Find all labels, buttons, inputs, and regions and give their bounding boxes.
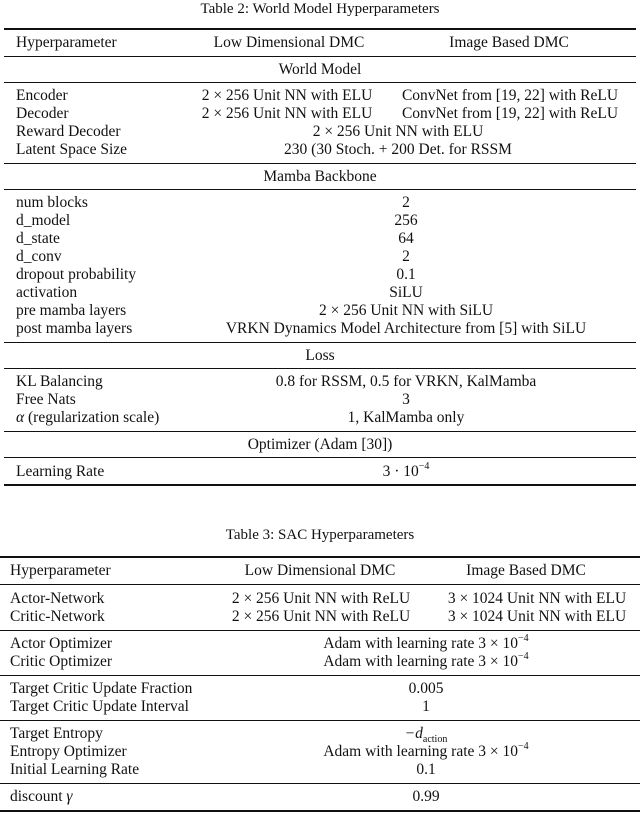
table-row: Actor Optimizer Adam with learning rate $3 \times 10^{-4}$	[10, 632, 529, 652]
alpha-symbol: α	[16, 409, 25, 426]
table-row: Free Nats 3	[16, 391, 410, 408]
alpha-param: α (regularization scale)	[16, 409, 160, 426]
learning-rate-value: $3 \cdot 10^{-4}$	[382, 460, 430, 480]
group-rule	[0, 630, 640, 631]
top-rule	[4, 28, 636, 30]
header-low-dim: Low Dimensional DMC	[213, 34, 365, 51]
table-row: pre mamba layers 2 × 256 Unit NN with SiLU	[16, 302, 494, 319]
section-rule	[4, 163, 636, 164]
critic-optimizer-value: Adam with learning rate $3 \times 10^{-4}$	[323, 650, 529, 670]
table-row: Decoder 2 × 256 Unit NN with ELU ConvNet from [19, 22] with ReLU	[16, 105, 619, 122]
table-row: Learning Rate $3 \cdot 10^{-4}$	[16, 460, 430, 480]
group-rule	[0, 783, 640, 784]
table-row: Target Entropy $-d_{action}$	[10, 725, 448, 746]
table-row: Reward Decoder 2 × 256 Unit NN with ELU	[16, 123, 484, 140]
actor-optimizer-value: Adam with learning rate $3 \times 10^{-4}$	[323, 632, 529, 652]
table-row: d_conv 2	[16, 248, 410, 265]
table-row: α (regularization scale) 1, KalMamba only	[16, 409, 465, 426]
table-row: KL Balancing 0.8 for RSSM, 0.5 for VRKN, KalMamba	[16, 373, 537, 390]
table-row: discount γ 0.99	[10, 788, 440, 805]
table-row: Latent Space Size 230 (30 Stoch. + 200 Det. for RSSM	[16, 141, 512, 158]
table3-caption: Table 3: SAC Hyperparameters	[225, 527, 415, 543]
table-row: Entropy Optimizer Adam with learning rate $3 \times 10^{-4}$	[10, 740, 529, 760]
table-row: Actor-Network 2 × 256 Unit NN with ReLU 3 × 1024 Unit NN with ELU	[10, 590, 627, 607]
section-rule	[4, 82, 636, 83]
table-row: Critic-Network 2 × 256 Unit NN with ReLU 3 × 1024 Unit NN with ELU	[10, 608, 627, 625]
header-rule	[4, 56, 636, 57]
section-rule	[4, 189, 636, 190]
table-row: activation SiLU	[16, 284, 423, 301]
table-row: Critic Optimizer Adam with learning rate $3 \times 10^{-4}$	[10, 650, 529, 670]
gamma-symbol: γ	[66, 788, 73, 805]
section-rule	[4, 368, 636, 369]
table-row: d_state 64	[16, 230, 414, 247]
table-row: dropout probability 0.1	[16, 266, 416, 283]
table3	[0, 556, 640, 814]
section-title-optimizer: Optimizer (Adam [30])	[247, 436, 393, 453]
table-row: Initial Learning Rate 0.1	[10, 761, 436, 778]
table3-header-row	[0, 561, 640, 580]
header-image-based: Image Based DMC	[466, 562, 586, 579]
section-rule	[4, 431, 636, 432]
table2	[4, 28, 636, 488]
table-row: Target Critic Update Interval 1	[10, 698, 430, 715]
bottom-rule	[0, 810, 640, 812]
group-rule	[0, 675, 640, 676]
header-image-based: Image Based DMC	[449, 34, 569, 51]
section-title-mamba-backbone: Mamba Backbone	[263, 168, 377, 185]
table-row: Target Critic Update Fraction 0.005	[10, 680, 444, 697]
header-hyperparameter: Hyperparameter	[16, 34, 117, 51]
header-hyperparameter: Hyperparameter	[10, 562, 111, 579]
discount-param: discount γ	[10, 788, 73, 805]
section-title-loss: Loss	[305, 347, 335, 364]
table-row: d_model 256	[16, 212, 418, 229]
section-rule	[4, 457, 636, 458]
table-row: num blocks 2	[16, 194, 410, 211]
table2-caption: Table 2: World Model Hyperparameters	[200, 1, 440, 17]
header-low-dim: Low Dimensional DMC	[244, 562, 396, 579]
header-rule	[0, 584, 640, 585]
section-rule	[4, 342, 636, 343]
table2-header-row	[4, 33, 636, 52]
table-row: post mamba layers VRKN Dynamics Model Architecture from [5] with SiLU	[16, 320, 587, 337]
target-entropy-value: $-d_{action}$	[404, 725, 448, 746]
entropy-optimizer-value: Adam with learning rate $3 \times 10^{-4}$	[323, 740, 529, 760]
table-row: Encoder 2 × 256 Unit NN with ELU ConvNet from [19, 22] with ReLU	[16, 87, 619, 104]
section-title-world-model: World Model	[278, 61, 362, 78]
group-rule	[0, 720, 640, 721]
top-rule	[0, 556, 640, 558]
bottom-rule	[4, 484, 636, 486]
